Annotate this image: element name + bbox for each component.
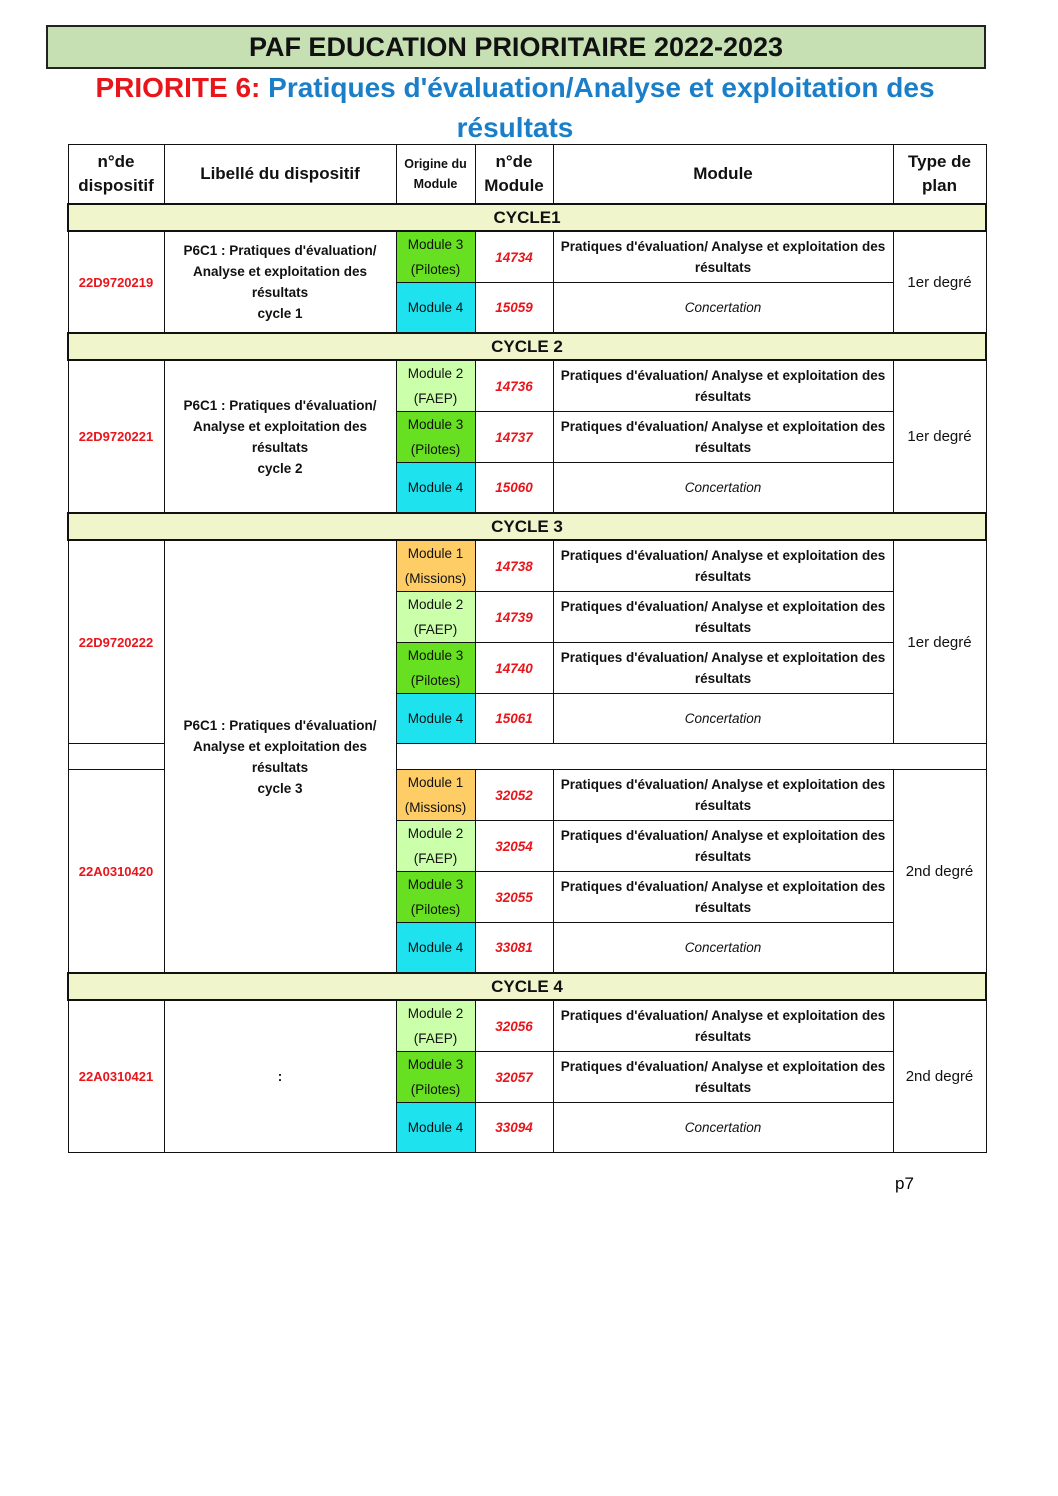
origin-label: Module 3	[407, 237, 464, 252]
origin-sub: (FAEP)	[413, 622, 458, 637]
cycle-label: CYCLE 4	[68, 973, 986, 1000]
origin-label: Module 3	[407, 877, 464, 892]
module-number: 14734	[475, 231, 553, 283]
module-origin	[396, 872, 475, 923]
dispositif-number: 22D9720222	[68, 540, 164, 744]
module-title: Pratiques d'évaluation/ Analyse et exploitation des résultats	[553, 643, 893, 694]
libelle-line: résultats	[251, 285, 309, 300]
module-origin	[396, 360, 475, 412]
module-title: Concertation	[553, 694, 893, 744]
libelle-line: :	[277, 1069, 283, 1084]
dispositif-libelle	[164, 1000, 396, 1153]
module-number: 14740	[475, 643, 553, 694]
module-origin	[396, 412, 475, 463]
module-title: Pratiques d'évaluation/ Analyse et exploitation des résultats	[553, 412, 893, 463]
module-number: 15060	[475, 463, 553, 514]
module-origin	[396, 694, 475, 744]
module-title: Concertation	[553, 1103, 893, 1153]
table-row	[68, 360, 986, 412]
plan-type: 2nd degré	[893, 770, 986, 974]
cycle-row	[68, 513, 986, 540]
module-origin	[396, 540, 475, 592]
col-header-libelle: Libellé du dispositif	[164, 145, 396, 205]
libelle-line: résultats	[251, 439, 309, 455]
origin-sub: (Pilotes)	[410, 1082, 461, 1097]
priority-title: Pratiques d'évaluation/Analyse et exploitation des résultats	[268, 72, 935, 143]
document-title: PAF EDUCATION PRIORITAIRE 2022-2023	[46, 25, 986, 69]
module-origin	[396, 592, 475, 643]
module-origin	[396, 283, 475, 334]
origin-sub: (Pilotes)	[410, 673, 461, 688]
module-title: Pratiques d'évaluation/ Analyse et exploitation des résultats	[553, 592, 893, 643]
plan-type: 2nd degré	[893, 1000, 986, 1153]
table-header-row	[68, 145, 986, 205]
dispositif-libelle	[164, 231, 396, 333]
origin-label: Module 3	[407, 648, 464, 663]
origin-label: Module 2	[407, 1006, 464, 1021]
module-title: Concertation	[553, 463, 893, 514]
plan-type: 1er degré	[893, 360, 986, 513]
module-title: Pratiques d'évaluation/ Analyse et exploitation des résultats	[553, 872, 893, 923]
origin-label: Module 2	[407, 826, 464, 841]
origin-sub: (Missions)	[404, 571, 467, 586]
module-number: 32054	[475, 821, 553, 872]
origin-sub: (Pilotes)	[410, 442, 461, 457]
cycle-row	[68, 973, 986, 1000]
empty-cell	[68, 744, 164, 770]
module-title: Pratiques d'évaluation/ Analyse et exploitation des résultats	[553, 1000, 893, 1052]
module-origin	[396, 1052, 475, 1103]
empty-cell	[396, 744, 986, 770]
origin-sub: (Pilotes)	[410, 262, 461, 277]
libelle-line: Analyse et exploitation des	[192, 264, 368, 279]
origin-label: Module 4	[407, 940, 464, 955]
origin-label: Module 2	[407, 366, 464, 381]
libelle-line: Analyse et exploitation des	[192, 738, 368, 754]
origin-label: Module 4	[407, 300, 464, 315]
libelle-line: P6C1 : Pratiques d'évaluation/	[183, 717, 377, 733]
cycle-row	[68, 333, 986, 360]
module-number: 15059	[475, 283, 553, 334]
origin-label: Module 4	[407, 1120, 464, 1135]
module-origin	[396, 231, 475, 283]
col-header-dispositif: n°de dispositif	[68, 145, 164, 205]
module-origin	[396, 643, 475, 694]
origin-label: Module 4	[407, 480, 464, 495]
module-number: 14739	[475, 592, 553, 643]
module-number: 14736	[475, 360, 553, 412]
col-header-num-module: n°de Module	[475, 145, 553, 205]
origin-label: Module 3	[407, 417, 464, 432]
module-title: Pratiques d'évaluation/ Analyse et exploitation des résultats	[553, 770, 893, 821]
libelle-line: cycle 2	[257, 460, 303, 476]
col-header-origine: Origine du Module	[396, 145, 475, 205]
module-number: 32055	[475, 872, 553, 923]
cycle-label: CYCLE 3	[68, 513, 986, 540]
col-header-type-plan: Type de plan	[893, 145, 986, 205]
dispositif-number: 22A0310420	[68, 770, 164, 974]
table-row	[68, 231, 986, 283]
module-title: Pratiques d'évaluation/ Analyse et exploitation des résultats	[553, 231, 893, 283]
libelle-line: cycle 3	[257, 780, 303, 796]
libelle-line: cycle 1	[257, 306, 303, 321]
module-origin	[396, 1000, 475, 1052]
libelle-line: P6C1 : Pratiques d'évaluation/	[183, 397, 377, 413]
origin-label: Module 3	[407, 1057, 464, 1072]
module-number: 32057	[475, 1052, 553, 1103]
plan-type: 1er degré	[893, 540, 986, 744]
modules-table	[67, 144, 987, 1153]
cycle-label: CYCLE1	[68, 204, 986, 231]
origin-label: Module 1	[407, 775, 464, 790]
module-title: Pratiques d'évaluation/ Analyse et exploitation des résultats	[553, 540, 893, 592]
module-number: 33094	[475, 1103, 553, 1153]
cycle-row	[68, 204, 986, 231]
dispositif-number: 22D9720219	[68, 231, 164, 333]
libelle-line: résultats	[251, 759, 309, 775]
priority-heading	[60, 68, 970, 148]
dispositif-number: 22D9720221	[68, 360, 164, 513]
dispositif-libelle	[164, 360, 396, 513]
dispositif-libelle	[164, 540, 396, 973]
module-number: 33081	[475, 923, 553, 974]
dispositif-number: 22A0310421	[68, 1000, 164, 1153]
origin-sub: (FAEP)	[413, 391, 458, 406]
origin-sub: (FAEP)	[413, 1031, 458, 1046]
libelle-line: Analyse et exploitation des	[192, 418, 368, 434]
module-title: Concertation	[553, 923, 893, 974]
module-number: 15061	[475, 694, 553, 744]
module-title: Pratiques d'évaluation/ Analyse et exploitation des résultats	[553, 821, 893, 872]
plan-type: 1er degré	[893, 231, 986, 333]
cycle-label: CYCLE 2	[68, 333, 986, 360]
origin-sub: (FAEP)	[413, 851, 458, 866]
module-origin	[396, 923, 475, 974]
table-row	[68, 540, 986, 592]
module-number: 32056	[475, 1000, 553, 1052]
module-origin	[396, 821, 475, 872]
module-number: 14737	[475, 412, 553, 463]
page-number: p7	[895, 1174, 914, 1193]
origin-label: Module 4	[407, 711, 464, 726]
col-header-module: Module	[553, 145, 893, 205]
module-title: Pratiques d'évaluation/ Analyse et exploitation des résultats	[553, 1052, 893, 1103]
origin-sub: (Missions)	[404, 800, 467, 815]
module-number: 32052	[475, 770, 553, 821]
table-row	[68, 1000, 986, 1052]
origin-label: Module 1	[407, 546, 464, 561]
origin-label: Module 2	[407, 597, 464, 612]
origin-sub: (Pilotes)	[410, 902, 461, 917]
module-origin	[396, 463, 475, 514]
module-origin	[396, 770, 475, 821]
priority-label: PRIORITE 6:	[95, 72, 261, 103]
module-origin	[396, 1103, 475, 1153]
module-title: Pratiques d'évaluation/ Analyse et exploitation des résultats	[553, 360, 893, 412]
module-number: 14738	[475, 540, 553, 592]
libelle-line: P6C1 : Pratiques d'évaluation/	[183, 243, 377, 258]
module-title: Concertation	[553, 283, 893, 334]
